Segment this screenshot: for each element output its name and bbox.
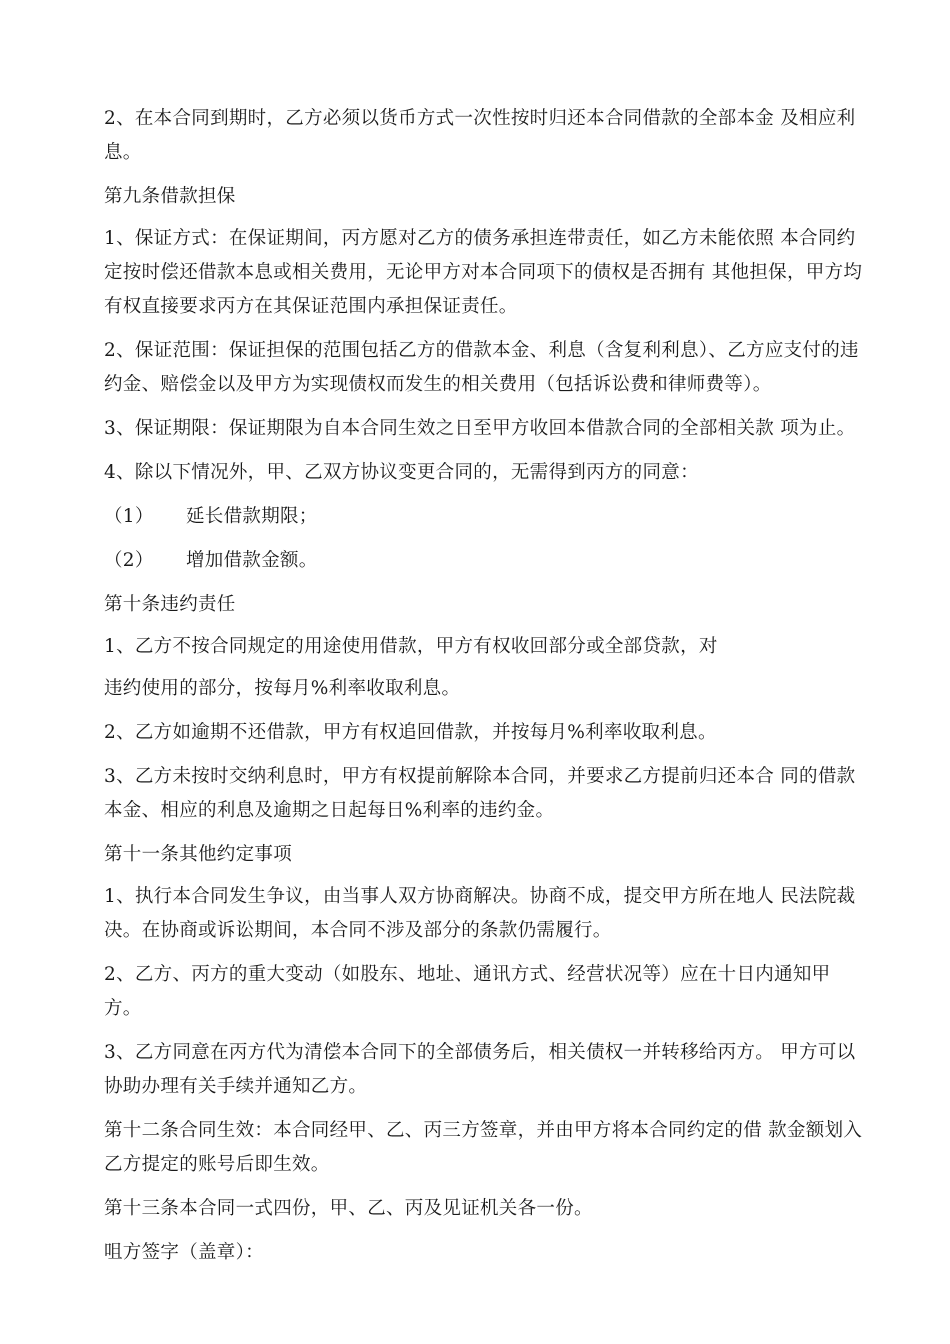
- clause-9-item-3: 3、保证期限：保证期限为自本合同生效之日至甲方收回本借款合同的全部相关款 项为止。: [104, 418, 856, 439]
- list-item-number: （1）: [104, 506, 154, 527]
- list-item-text: 增加借款金额。: [186, 550, 318, 571]
- signature-line: 咀方签字（盖章）：: [104, 1242, 264, 1263]
- section-heading-10: 第十条违约责任: [104, 594, 236, 615]
- section-12-effectiveness: 第十二条合同生效：本合同经甲、乙、丙三方签章，并由甲方将本合同约定的借 款金额划入乙方提定的账号后即生效。: [104, 1120, 863, 1175]
- list-item-number: （2）: [104, 550, 154, 571]
- clause-10-item-1-line-1: 1、乙方不按合同规定的用途使用借款，甲方有权收回部分或全部贷款，对: [104, 636, 718, 657]
- clause-8-item-2: 2、在本合同到期时，乙方必须以货币方式一次性按时归还本合同借款的全部本金 及相应利息。: [104, 108, 856, 163]
- document-body: [104, 102, 864, 1280]
- list-item: [104, 544, 864, 578]
- clause-9-item-2: 2、保证范围：保证担保的范围包括乙方的借款本金、利息（含复利利息）、乙方应支付的违约金、赔偿金以及甲方为实现债权而发生的相关费用（包括诉讼费和律师费等）。: [104, 340, 859, 395]
- list-item: [104, 500, 864, 534]
- clause-11-item-1: 1、执行本合同发生争议，由当事人双方协商解决。协商不成，提交甲方所在地人 民法院裁决。在协商或诉讼期间，本合同不涉及部分的条款仍需履行。: [104, 886, 856, 941]
- clause-10-item-1-line-2: 违约使用的部分，按每月%利率收取利息。: [104, 678, 461, 699]
- section-heading-11: 第十一条其他约定事项: [104, 844, 293, 865]
- clause-11-item-2: 2、乙方、丙方的重大变动（如股东、地址、通讯方式、经营状况等）应在十日内通知甲方。: [104, 964, 831, 1019]
- clause-9-item-4: 4、除以下情况外，甲、乙双方协议变更合同的，无需得到丙方的同意：: [104, 462, 699, 483]
- list-item-text: 延长借款期限；: [186, 506, 318, 527]
- section-heading-9: 第九条借款担保: [104, 186, 236, 207]
- clause-11-item-3: 3、乙方同意在丙方代为清偿本合同下的全部债务后，相关债权一并转移给丙方。 甲方可以协助办理有关手续并通知乙方。: [104, 1042, 856, 1097]
- clause-9-item-1: 1、保证方式：在保证期间，丙方愿对乙方的债务承担连带责任，如乙方未能依照 本合同约定按时偿还借款本息或相关费用，无论甲方对本合同项下的债权是否拥有 其他担保，甲方均有权直接要求丙方在其保证范围内承担保证责任。: [104, 228, 863, 317]
- section-13-copies: 第十三条本合同一式四份，甲、乙、丙及见证机关各一份。: [104, 1198, 593, 1219]
- clause-10-item-3: 3、乙方未按时交纳利息时，甲方有权提前解除本合同，并要求乙方提前归还本合 同的借款本金、相应的利息及逾期之日起每日%利率的违约金。: [104, 766, 856, 821]
- clause-10-item-2: 2、乙方如逾期不还借款，甲方有权追回借款，并按每月%利率收取利息。: [104, 722, 717, 743]
